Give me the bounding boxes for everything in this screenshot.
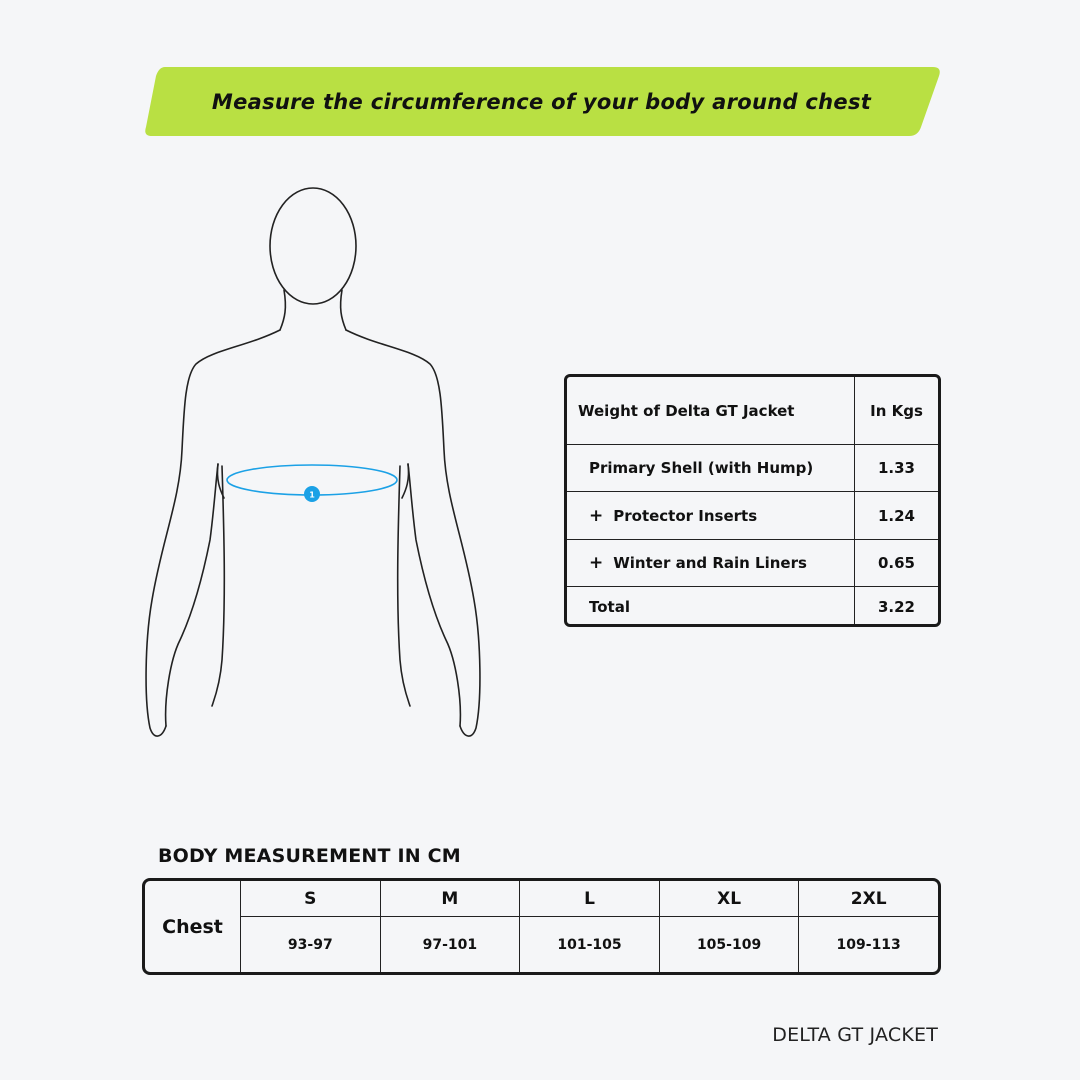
size-range: 101-105	[557, 936, 622, 953]
size-range: 109-113	[836, 936, 901, 953]
row-value: 1.33	[877, 459, 915, 477]
weight-header-unit: In Kgs	[870, 401, 923, 420]
size-column	[520, 881, 660, 972]
size-range: 93-97	[287, 936, 333, 953]
row-label: Primary Shell (with Hump)	[589, 459, 814, 477]
measure-marker-label: 1	[309, 490, 315, 500]
row-label: Total	[589, 598, 630, 616]
row-value: 3.22	[877, 598, 915, 616]
size-column	[660, 881, 800, 972]
table-row	[567, 492, 938, 540]
plus-icon: +	[589, 553, 604, 573]
table-row-total	[567, 587, 938, 627]
row-label: Winter and Rain Liners	[613, 554, 807, 572]
size-column	[241, 881, 381, 972]
plus-icon: +	[589, 505, 604, 526]
weight-table-header	[567, 377, 938, 445]
banner-text: Measure the circumference of your body around chest	[211, 89, 872, 114]
weight-table	[564, 374, 941, 627]
brand-label: DELTA GT JACKET	[772, 1024, 938, 1046]
table-row	[567, 540, 938, 587]
row-value: 0.65	[877, 554, 915, 572]
size-name: 2XL	[799, 881, 938, 917]
size-table	[142, 878, 941, 975]
size-name: XL	[660, 881, 799, 917]
size-column	[799, 881, 938, 972]
instruction-banner	[143, 67, 940, 136]
size-name: L	[520, 881, 659, 917]
size-name: M	[381, 881, 520, 917]
body-measurement-title: BODY MEASUREMENT IN CM	[158, 845, 461, 867]
table-row	[567, 445, 938, 492]
row-value: 1.24	[877, 506, 915, 525]
body-figure	[130, 180, 490, 754]
size-range: 105-109	[696, 936, 762, 953]
chest-measurement-figure-icon	[130, 180, 490, 750]
weight-header-label: Weight of Delta GT Jacket	[567, 377, 855, 444]
row-label: Protector Inserts	[613, 506, 758, 525]
size-column	[381, 881, 521, 972]
size-row-label: Chest	[145, 881, 241, 972]
size-range: 97-101	[422, 936, 478, 953]
size-name: S	[241, 881, 380, 917]
